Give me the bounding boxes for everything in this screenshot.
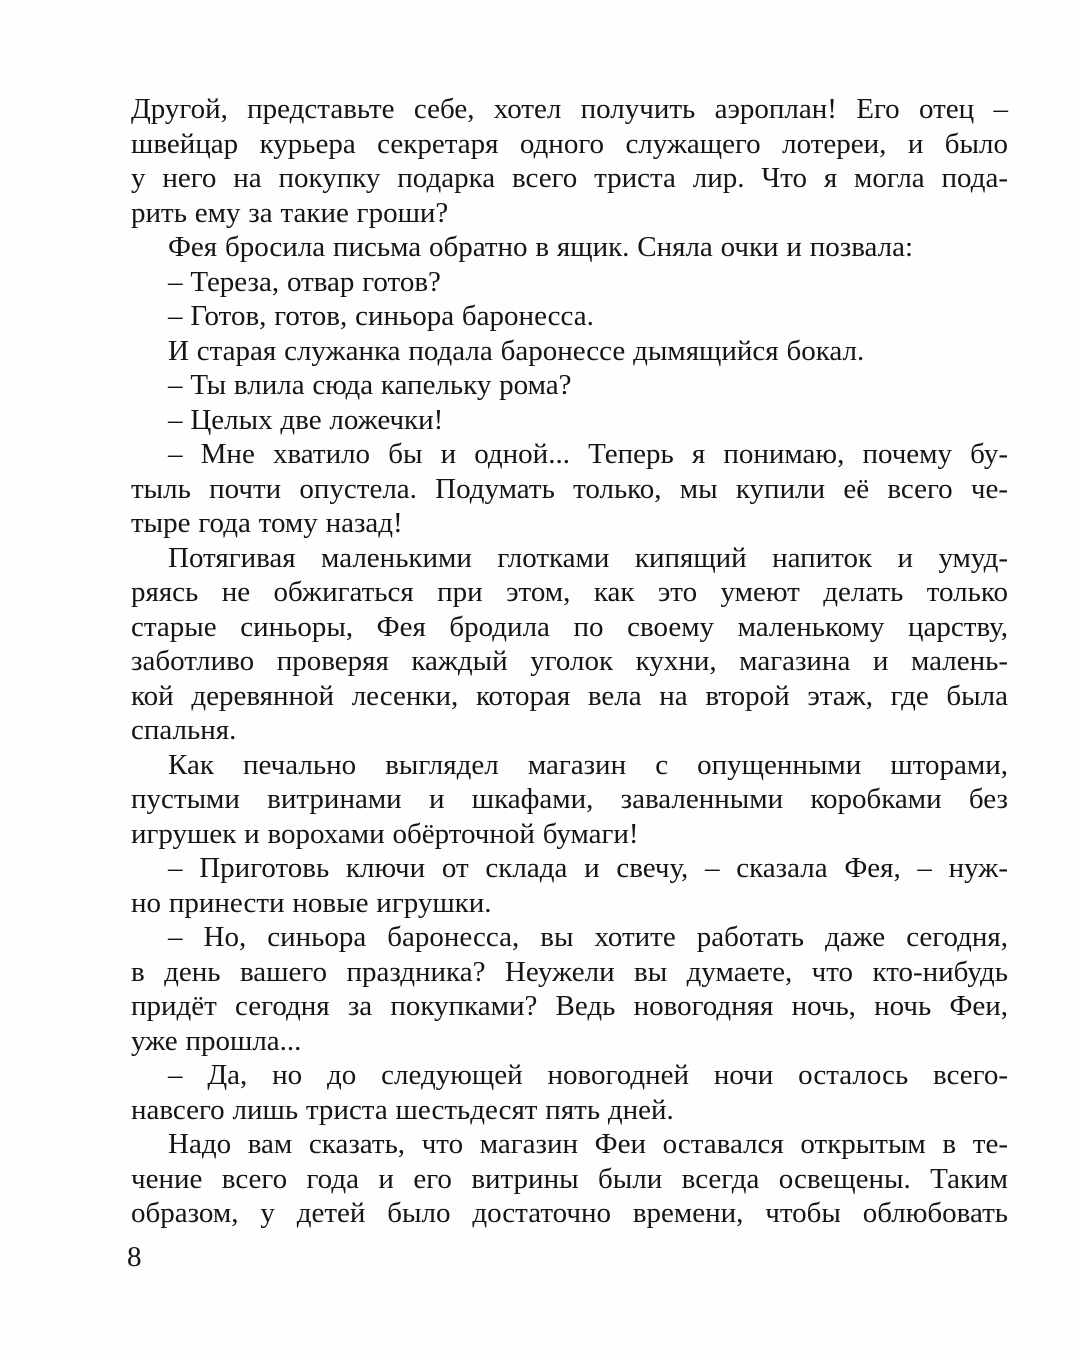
text-line: тыль почти опустела. Подумать только, мы купили её всего че-	[131, 472, 1008, 505]
paragraph	[131, 541, 1008, 748]
text-line: – Но, синьора баронесса, вы хотите работать даже сегодня,	[168, 921, 1008, 953]
text-line: Как печально выглядел магазин с опущенными шторами,	[168, 748, 1008, 781]
text-line: Надо вам сказать, что магазин Феи оставался открытым в те-	[168, 1128, 1008, 1160]
text-line: чение всего года и его витрины были всегда освещены. Таким	[131, 1162, 1008, 1195]
paragraph	[131, 368, 1008, 403]
paragraph	[131, 851, 1008, 920]
text-line: – Мне хватило бы и одной... Теперь я понимаю, почему бу-	[168, 438, 1008, 470]
text-line: тыре года тому назад!	[131, 507, 403, 539]
text-line: заботливо проверяя каждый уголок кухни, магазина и малень-	[131, 645, 1008, 677]
text-line: – Ты влила сюда капельку рома?	[168, 369, 572, 401]
text-line: ряясь не обжигаться при этом, как это умеют делать только	[131, 576, 1008, 608]
text-line: – Целых две ложечки!	[168, 403, 444, 436]
paragraph	[131, 920, 1008, 1058]
paragraph	[131, 1127, 1008, 1231]
text-line: навсего лишь триста шестьдесят пять дней.	[131, 1093, 674, 1126]
text-line: И старая служанка подала баронессе дымящийся бокал.	[168, 334, 865, 367]
text-line: – Тереза, отвар готов?	[168, 265, 441, 298]
text-line: игрушек и ворохами обёрточной бумаги!	[131, 817, 639, 850]
text-line: уже прошла...	[131, 1024, 302, 1057]
text-line: швейцар курьера секретаря одного служащего лотереи, и было	[131, 127, 1008, 160]
text-line: образом, у детей было достаточно времени, чтобы облюбовать	[131, 1197, 1008, 1229]
text-line: пустыми витринами и шкафами, заваленными коробками без	[131, 783, 1008, 815]
paragraph	[131, 1058, 1008, 1127]
text-line: спальня.	[131, 714, 237, 746]
text-line: в день вашего праздника? Неужели вы думаете, что кто-нибудь	[131, 955, 1008, 988]
paragraph	[131, 265, 1008, 300]
paragraph	[131, 748, 1008, 852]
text-line: – Да, но до следующей новогодней ночи осталось всего-	[168, 1059, 1008, 1091]
text-line: рить ему за такие гроши?	[131, 196, 449, 229]
text-line: у него на покупку подарка всего триста лир. Что я могла пода-	[131, 162, 1008, 194]
text-line: – Готов, готов, синьора баронесса.	[168, 300, 594, 332]
text-line: старые синьоры, Фея бродила по своему маленькому царству,	[131, 610, 1008, 643]
text-line: – Приготовь ключи от склада и свечу, – сказала Фея, – нуж-	[168, 852, 1008, 884]
paragraph	[131, 437, 1008, 541]
paragraph	[131, 230, 1008, 265]
text-line: Потягивая маленькими глотками кипящий напиток и умуд-	[168, 541, 1008, 574]
paragraph	[131, 92, 1008, 230]
text-line: придёт сегодня за покупками? Ведь новогодняя ночь, ночь Феи,	[131, 990, 1008, 1022]
text-line: кой деревянной лесенки, которая вела на второй этаж, где была	[131, 679, 1008, 712]
paragraph	[131, 299, 1008, 334]
page-text-block	[131, 92, 1008, 1231]
text-line: Фея бросила письма обратно в ящик. Сняла очки и позвала:	[168, 231, 914, 263]
paragraph	[131, 403, 1008, 438]
paragraph	[131, 334, 1008, 369]
page-number: 8	[127, 1241, 142, 1273]
text-line: Другой, представьте себе, хотел получить аэроплан! Его отец –	[131, 93, 1008, 125]
text-line: но принести новые игрушки.	[131, 886, 492, 919]
